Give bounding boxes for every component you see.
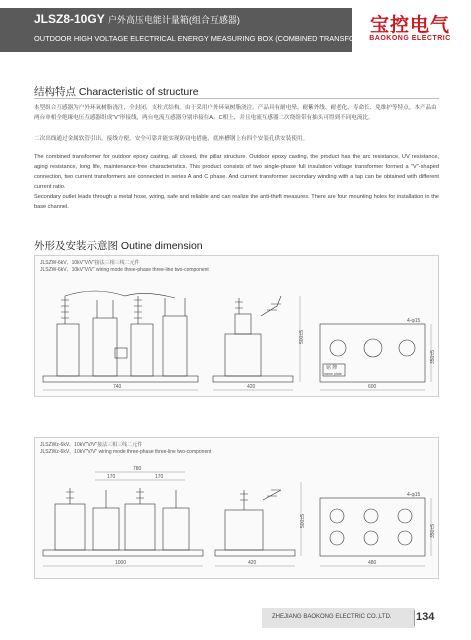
structure-cn-paragraph-2: 二次出线通过金属软管引出，接线方便，安全可靠并能实现防窃电措施，底座槽钢上有四个安装孔供安装使用。 — [34, 136, 309, 142]
structure-en-paragraph-1: The combined transformer for outdoor epoxy casting, all closed, the pillar structure. Outdoor epoxy casting, the product has the arc resistance, UV resistance, aging resistance, long life, maintenance-free characteristics. This product consists of two single-phase full insulation voltage transformer formed a "V"-shaped connection, two current transformers are connected in series A and C phase. And current transformer secondary winding with a tap can be obtained with different current ratio. — [34, 154, 439, 190]
product-title-cn: 户外高压电能计量箱(组合互感器) — [107, 15, 240, 25]
panel-2-caption-en: JLSZWz-6kV、10kV"V/V" wiring mode three-phase three-line two-component — [40, 449, 212, 455]
panel-2-dim-height: 500±5 — [300, 514, 306, 528]
panel-2-front-view — [43, 466, 203, 566]
panel-2-side-view — [215, 482, 306, 566]
brand-logo-cn: 宝控电气 — [369, 15, 450, 36]
panel-2-drawing — [35, 438, 438, 578]
panel-2-dim-top-total: 780 — [133, 466, 142, 472]
structure-cn-paragraph-1: 本型组合互感器为户外环氧树脂浇注，全封闭，支柱式结构。由于采用户外环氧树脂浇注，产品具有耐电晕、耐紫外线、耐老化、寿命长、免维护等特点。本产品由两台单相全绝缘电压互感器组成“V”形接线，两台电流互感器分别串接在A、C相上，并且电流互感器二次绕组带有抽头可得到不同电流比。 — [34, 105, 437, 121]
brand-logo-en: BAOKONG ELECTRIC — [369, 35, 451, 42]
panel-1-caption-cn: JLSZW-6kV、10kV"V/V"接法三相三线二元件 — [40, 260, 140, 266]
product-subtitle: OUTDOOR HIGH VOLTAGE ELECTRICAL ENERGY MEASURING BOX (COMBINED TRANSFORMER) — [34, 34, 379, 43]
panel-1-side-view — [213, 296, 305, 390]
structure-heading: 结构特点 Characteristic of structure — [34, 86, 199, 98]
panel-2-dim-top-b: 170 — [155, 474, 164, 480]
panel-1-dim-left: 740 — [113, 384, 122, 390]
panel-2-dim-left: 1000 — [115, 560, 127, 566]
footer-company: ZHEJIANG BAOKONG ELECTRIC CO.,LTD. — [272, 614, 392, 620]
panel-1-dim-right: 600 — [368, 384, 377, 390]
panel-1-dim-spacing: 350±5 — [430, 350, 436, 364]
product-model: JLSZ8-10GY — [34, 12, 105, 26]
page-number: 134 — [416, 611, 435, 623]
panel-2-dim-middle: 420 — [248, 560, 257, 566]
structure-divider — [34, 98, 439, 99]
panel-1-top-view — [320, 318, 436, 390]
panel-1-nameplate: 铭 牌 — [326, 365, 338, 371]
panel-2-dim-spacing: 350±5 — [430, 524, 436, 538]
panel-2-top-view — [320, 492, 436, 566]
panel-1-caption-en: JLSZW-6kV、10kV"V/V" wiring mode three-phase three-line two-component — [40, 267, 209, 273]
dimension-heading: 外形及安装示意图 Outine dimension — [34, 240, 203, 252]
panel-2-dim-right: 480 — [368, 560, 377, 566]
dimension-panel-1 — [34, 255, 439, 397]
footer-separator — [414, 610, 415, 626]
page-footer — [0, 608, 471, 628]
page-header — [0, 0, 471, 58]
panel-2-caption-cn: JLSZWz-6kV、10kV"V/V"接法三相三线二元件 — [40, 442, 143, 448]
panel-1-nameplate-en: name plate — [324, 372, 342, 376]
product-title — [34, 12, 240, 26]
panel-1-dim-holes: 4-φ15 — [407, 318, 421, 324]
panel-1-dim-middle: 420 — [247, 384, 256, 390]
panel-1-dim-height: 500±5 — [299, 330, 305, 344]
panel-1-front-view — [43, 291, 198, 390]
panel-1-drawing — [35, 256, 438, 396]
panel-2-dim-top-a: 170 — [107, 474, 116, 480]
dimension-panel-2 — [34, 437, 439, 579]
structure-en-paragraph-2: Secondary outlet leads through a metal hose, wiring, safe and reliable and can realize the anti-theft measures. There are four mounting holes for installation in the base channel. — [34, 194, 439, 210]
panel-2-dim-holes: 4-φ15 — [407, 492, 421, 498]
brand-logo — [360, 10, 460, 42]
